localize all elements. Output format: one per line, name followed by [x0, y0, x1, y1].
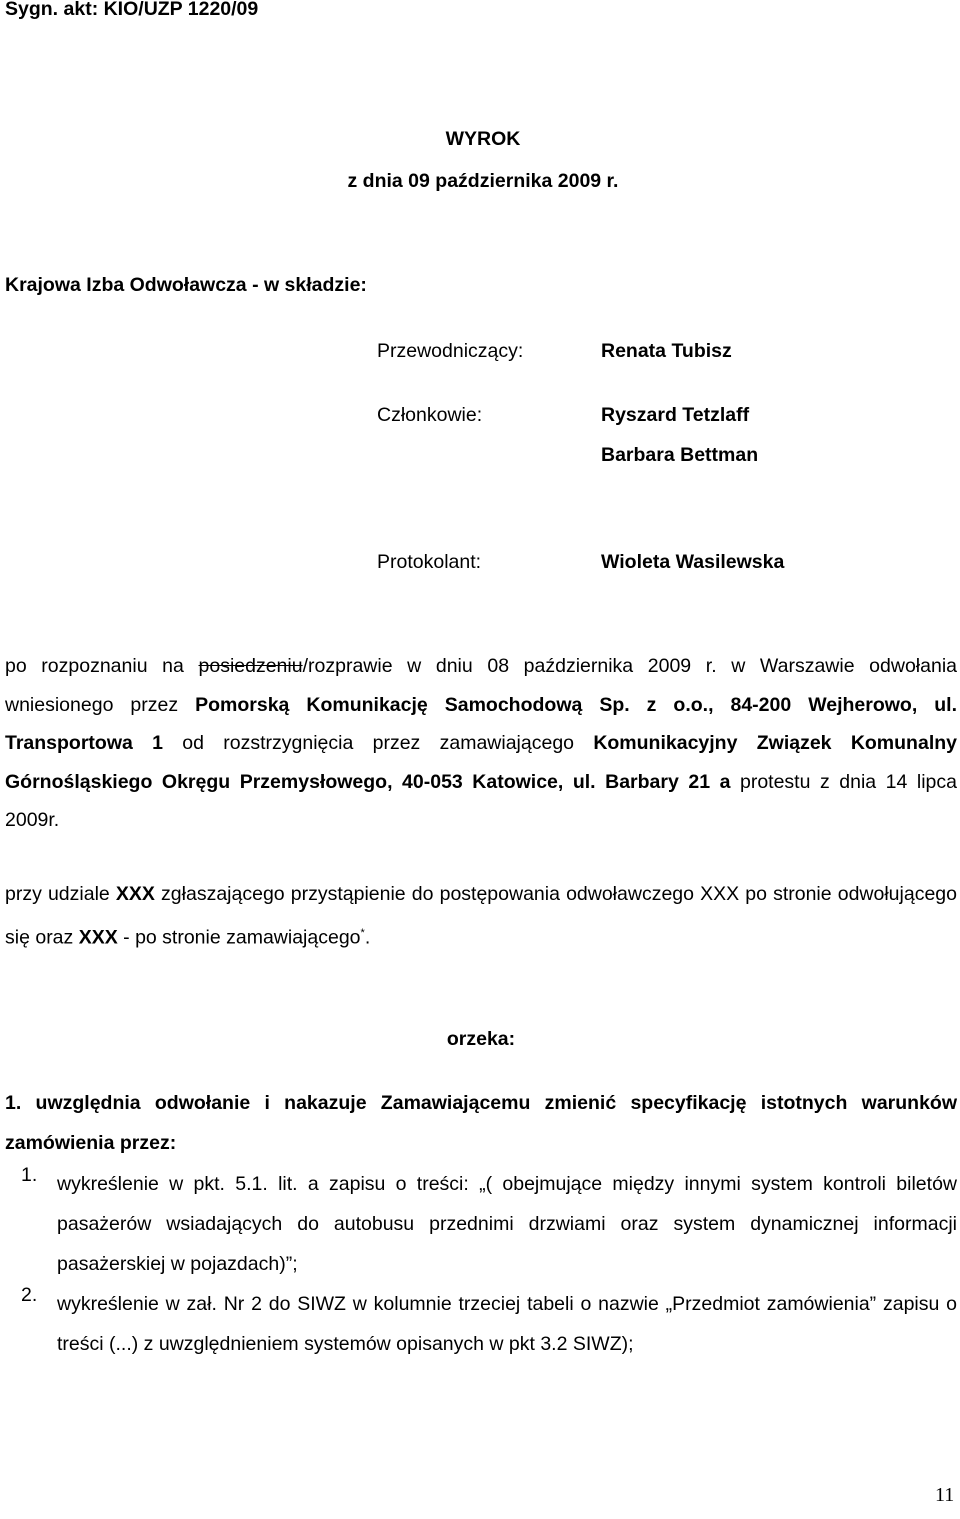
contracting-authority: Komunikacyjny Związek Komunalny Górnośląskiego Okręgu Przemysłowego, 40-053 Katowice, ul. Barbary 21 a — [5, 732, 957, 793]
list-item-text: wykreślenie w pkt. 5.1. lit. a zapisu o treści: „( obejmujące między innymi system kontroli biletów pasażerów wsiadających do autobusu przednimi drzwiami oraz system dynamicznej informacji pasażerskiej w pojazdach)”; — [57, 1173, 957, 1275]
page-number: 11 — [935, 1484, 955, 1506]
participation-text-3: - po stronie zamawiającego — [117, 926, 361, 948]
hearing-text-3: od rozstrzygnięcia przez zamawiającego — [163, 732, 594, 754]
list-item-text: wykreślenie w zał. Nr 2 do SIWZ w kolumnie trzeciej tabeli o nazwie „Przedmiot zamówienia” zapisu o treści (...) z uwzględnieniem systemów opisanych w pkt 3.2 SIWZ); — [57, 1293, 957, 1355]
participant-2: XXX — [78, 926, 118, 948]
participation-paragraph — [5, 875, 957, 957]
participation-text-1: przy udziale — [5, 883, 116, 905]
members-label: Członkowie: — [377, 404, 483, 426]
document-title: WYROK — [445, 128, 521, 150]
member-1: Ryszard Tetzlaff — [601, 404, 750, 426]
clerk-label: Protokolant: — [377, 551, 482, 573]
hearing-text-2: /rozprawie w dniu 08 października 2009 r. w Warszawie odwołania wniesionego przez — [5, 655, 957, 716]
participation-text-2: zgłaszającego przystąpienie do postępowania odwoławczego XXX po stronie odwołującego się oraz — [5, 883, 957, 948]
document-date: z dnia 09 października 2009 r. — [347, 170, 619, 192]
footnote-marker: * — [360, 926, 365, 939]
hearing-text-1: po rozpoznaniu na — [5, 655, 199, 677]
panel-intro — [5, 274, 367, 297]
chair-label: Przewodniczący: — [377, 340, 524, 362]
participation-text-4: . — [364, 926, 371, 948]
clerk-name: Wioleta Wasilewska — [601, 551, 785, 573]
hearing-text-4: protestu z dnia 14 lipca 2009r. — [5, 770, 957, 831]
ruling-point: 1. uwzględnia odwołanie i nakazuje Zamawiającemu zmienić specyfikację istotnych warunków zamówienia przez: — [5, 1092, 957, 1154]
member-2: Barbara Bettman — [601, 444, 759, 466]
panel-intro-text: Krajowa Izba Odwoławcza - w składzie: — [5, 274, 367, 296]
chair-name: Renata Tubisz — [601, 340, 732, 362]
hearing-paragraph — [5, 647, 957, 840]
list-item-number: 1. — [21, 1164, 38, 1186]
appellant-name: Pomorską Komunikację Samochodową Sp. z o.o., 84-200 Wejherowo, ul. Transportowa 1 — [5, 693, 957, 754]
list-item-number: 2. — [21, 1284, 38, 1306]
participant-1: XXX — [115, 883, 155, 905]
hearing-struck-word: posiedzeniu — [198, 655, 303, 677]
case-signature: Sygn. akt: KIO/UZP 1220/09 — [5, 0, 259, 20]
ruling-heading: orzeka: — [446, 1028, 516, 1050]
